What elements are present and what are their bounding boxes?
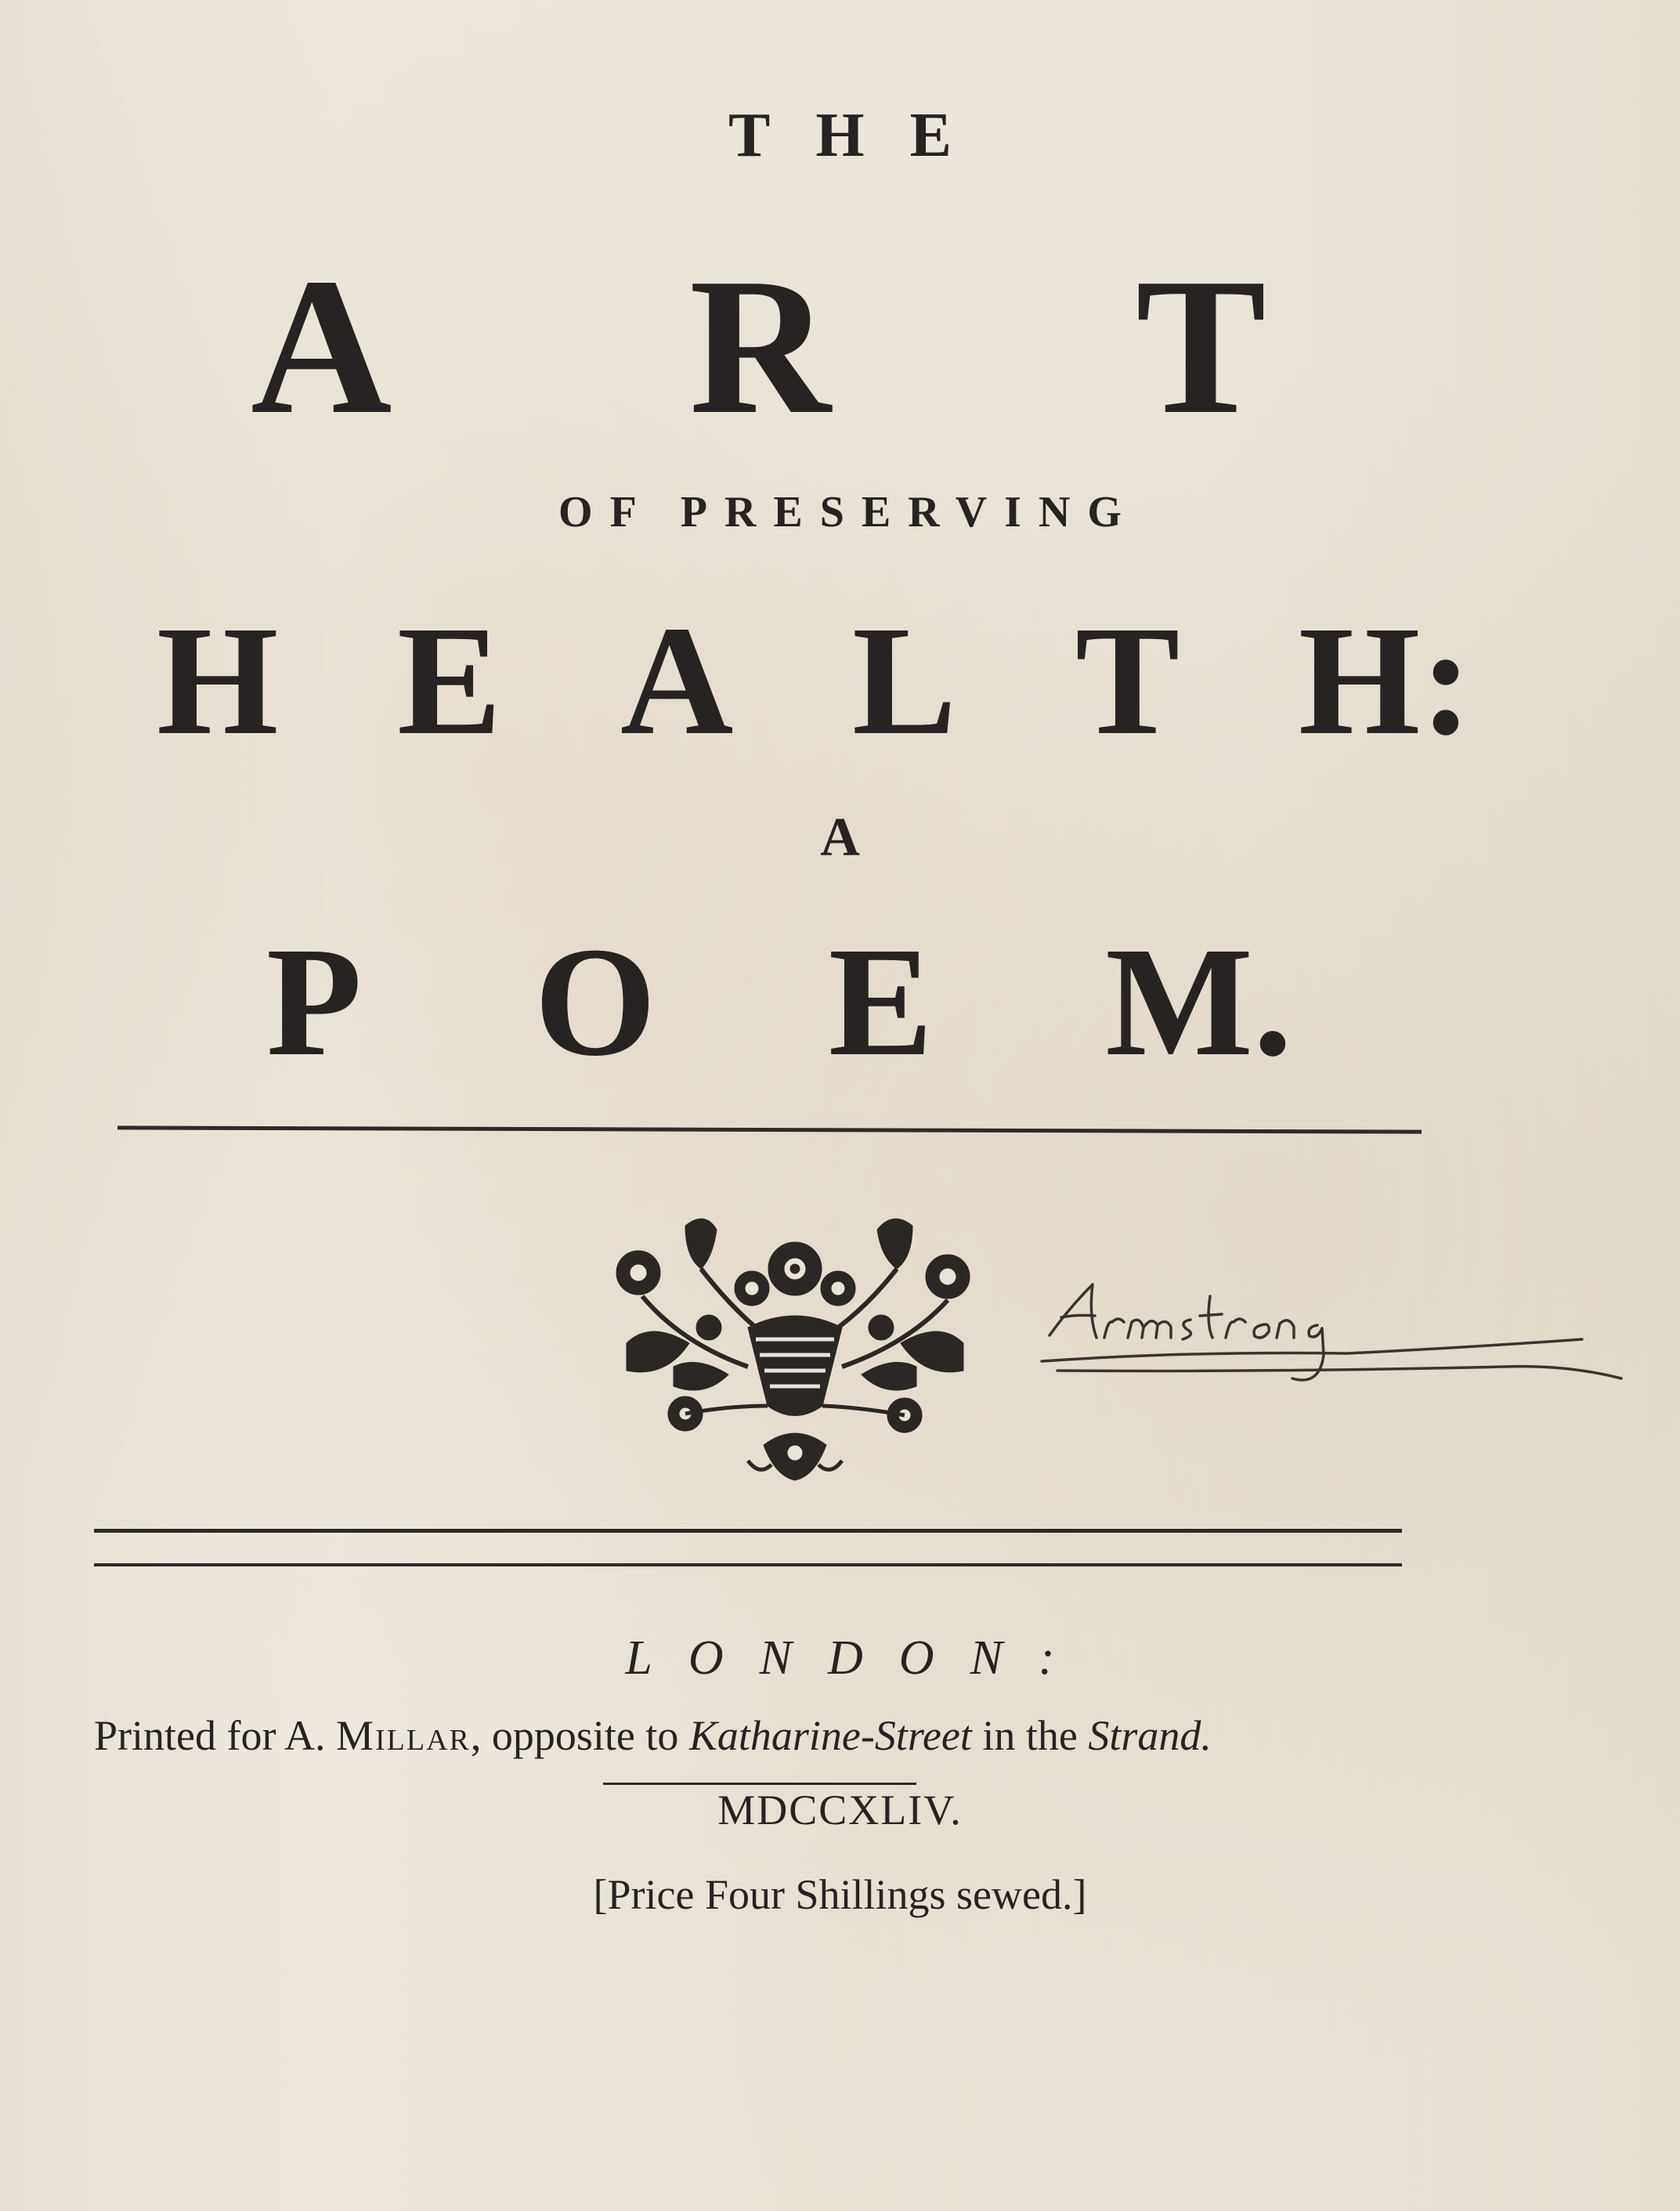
divider-rule-top [117,1125,1422,1133]
divider-rule-lower-2 [94,1563,1402,1566]
title-a: A [820,807,860,868]
date-overline [603,1783,916,1785]
handwritten-signature [1034,1253,1629,1394]
title-of-preserving: OF PRESERVING [558,488,1139,536]
poem-letter-2: O [534,916,656,1089]
title-art-letter-r: R [689,238,831,455]
imprint-millar: Millar [335,1712,471,1759]
health-letter-6: H: [1298,594,1472,768]
title-health [157,594,1472,775]
poem-letter-3: E [828,916,934,1089]
health-letter-1: H [157,594,279,768]
poem-letter-4: M. [1105,916,1292,1089]
imprint-london: LONDON: [625,1631,1091,1685]
divider-rule-lower-1 [94,1529,1402,1533]
title-art-letter-a: A [251,238,392,455]
title-art-letter-t: T [1136,238,1266,455]
imprint-part1: Printed for A. [94,1712,336,1759]
imprint-price: [Price Four Shillings sewed.] [593,1871,1087,1918]
health-letter-3: A [620,594,734,768]
title-the: THE [728,101,997,170]
health-letter-4: L [851,594,957,768]
floral-basket-ornament-icon [611,1210,979,1492]
imprint-date: MDCCXLIV. [717,1787,963,1833]
imprint-strand: Strand. [1088,1712,1212,1759]
title-poem [266,916,1292,1089]
health-letter-5: T [1075,594,1180,768]
imprint-printed-for [94,1711,1425,1760]
poem-letter-1: P [266,916,363,1089]
imprint-part3: in the [971,1712,1089,1759]
health-letter-2: E [397,594,502,768]
imprint-street: Katharine-Street [688,1712,972,1759]
imprint-part2: , opposite to [470,1712,689,1759]
